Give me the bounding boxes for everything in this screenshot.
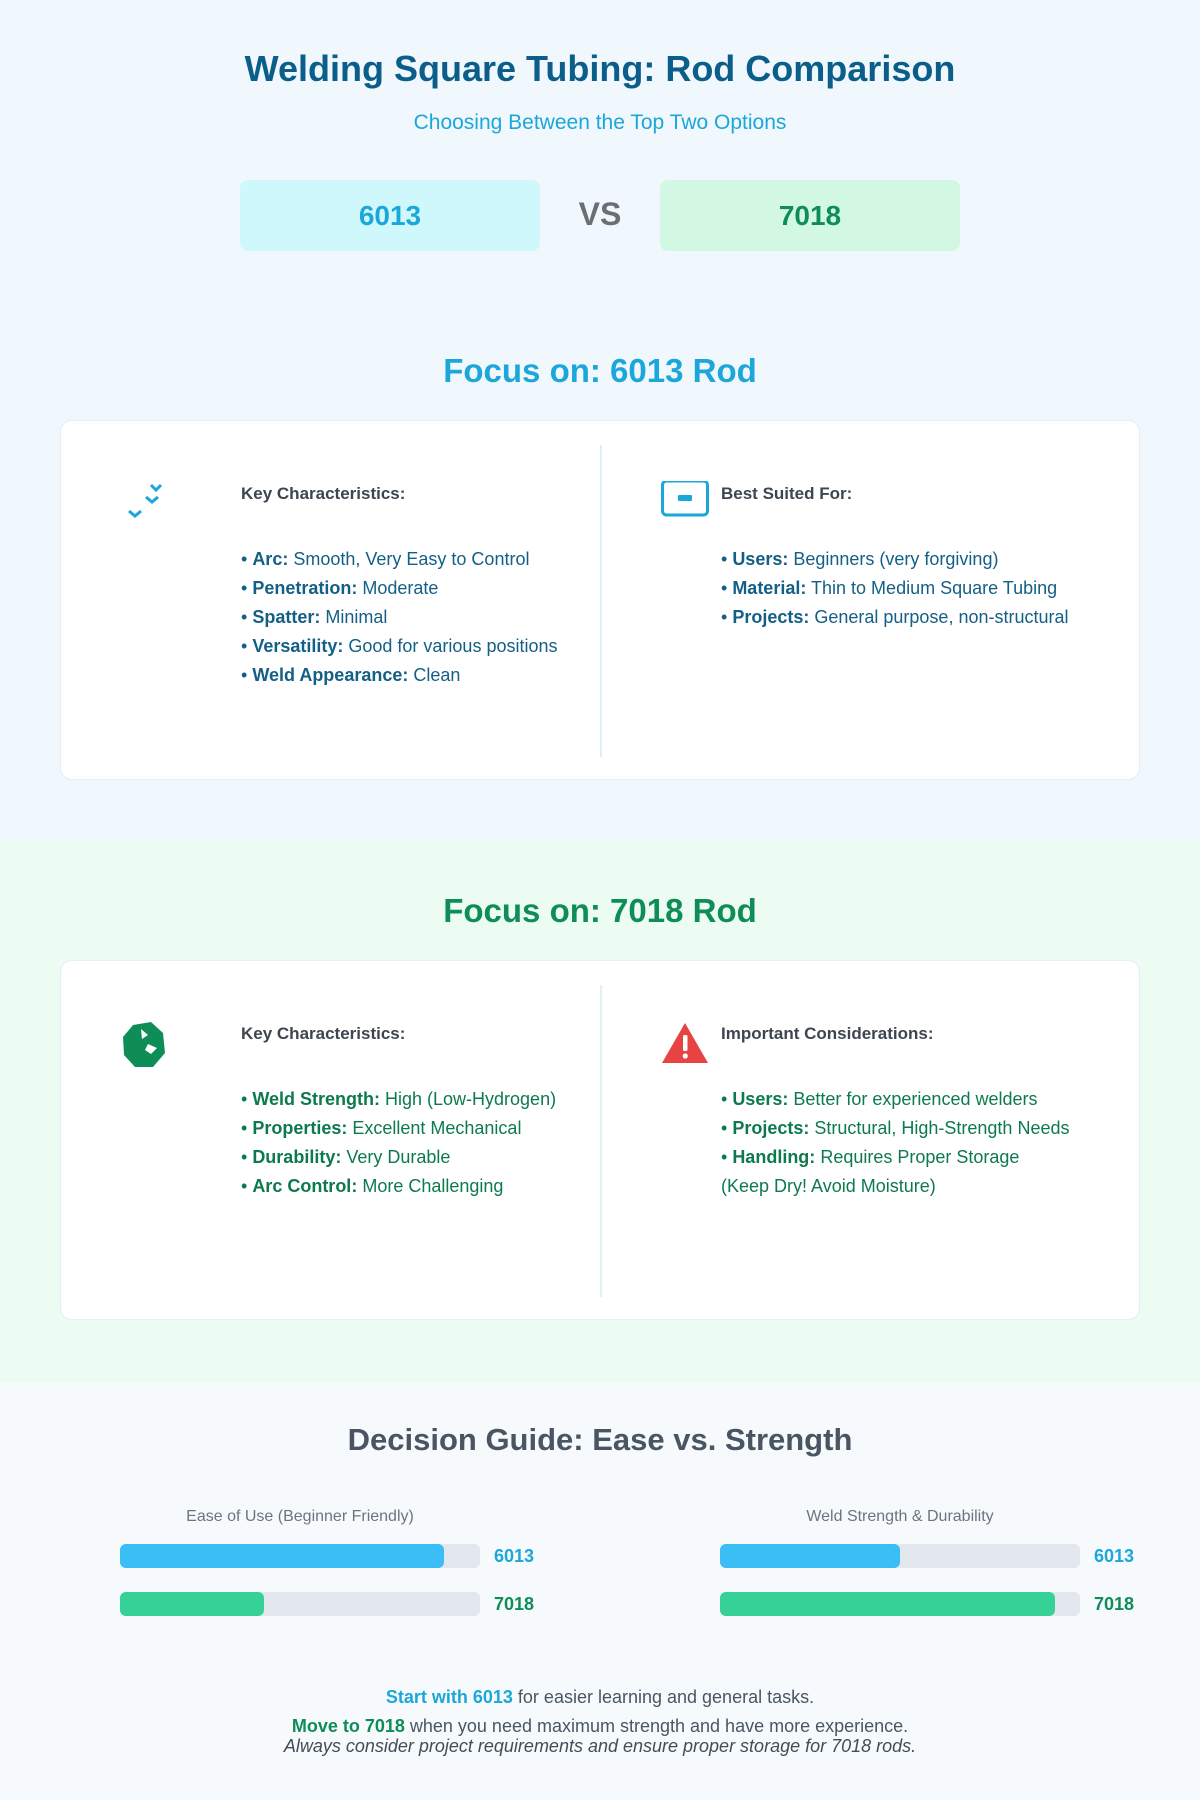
considerations-list xyxy=(721,1085,1121,1201)
strength-bar-7018 xyxy=(720,1592,1190,1616)
list-item: • Weld Strength: High (Low-Hydrogen) xyxy=(241,1085,641,1114)
considerations-heading: Important Considerations: xyxy=(721,1024,934,1043)
rod-6013-badge: 6013 xyxy=(240,180,540,251)
list-item: • Durability: Very Durable xyxy=(241,1143,641,1172)
ease-of-use-chart xyxy=(120,1508,590,1616)
footer-line-2: Move to 7018 when you need maximum strength and have more experience. xyxy=(291,1716,909,1736)
strength-chart xyxy=(720,1508,1190,1616)
list-item: • Users: Beginners (very forgiving) xyxy=(721,545,1121,574)
bar-fill xyxy=(720,1592,1055,1616)
characteristics-heading: Key Characteristics: xyxy=(241,1024,406,1043)
bar-label-6013: 6013 xyxy=(494,1546,535,1566)
list-item: • Properties: Excellent Mechanical xyxy=(241,1114,641,1143)
minus-box-icon xyxy=(661,481,709,529)
section-6013-card xyxy=(60,420,1140,780)
list-item: • Projects: Structural, High-Strength Needs xyxy=(721,1114,1121,1143)
best-suited-list xyxy=(721,545,1121,632)
list-item: • Penetration: Moderate xyxy=(241,574,641,603)
vs-label: VS xyxy=(578,196,622,232)
rod-7018-badge: 7018 xyxy=(660,180,960,251)
characteristics-list xyxy=(241,545,641,690)
bar-fill xyxy=(720,1544,900,1568)
list-item: • Arc Control: More Challenging xyxy=(241,1172,641,1201)
list-item: • Handling: Requires Proper Storage xyxy=(721,1143,1121,1172)
rock-icon xyxy=(121,1021,169,1069)
list-item: • Versatility: Good for various positions xyxy=(241,632,641,661)
list-item: • Arc: Smooth, Very Easy to Control xyxy=(241,545,641,574)
list-item: • Users: Better for experienced welders xyxy=(721,1085,1121,1114)
decision-guide-title: Decision Guide: Ease vs. Strength xyxy=(347,1422,853,1457)
footer-line-1: Start with 6013 for easier learning and general tasks. xyxy=(385,1687,815,1707)
ease-bar-7018 xyxy=(120,1592,590,1616)
section-6013-title: Focus on: 6013 Rod xyxy=(443,352,757,389)
characteristics-list xyxy=(241,1085,641,1201)
bar-label-7018: 7018 xyxy=(1094,1594,1135,1614)
bar-fill xyxy=(120,1592,264,1616)
best-suited-heading: Best Suited For: xyxy=(721,484,853,503)
chevrons-down-icon xyxy=(121,481,169,529)
bar-fill xyxy=(120,1544,444,1568)
ease-bar-6013 xyxy=(120,1544,590,1568)
ease-of-use-label: Ease of Use (Beginner Friendly) xyxy=(186,1508,414,1525)
footer-line-3: Always consider project requirements and ensure proper storage for 7018 rods. xyxy=(283,1736,917,1756)
warning-icon xyxy=(661,1021,709,1069)
strength-bar-6013 xyxy=(720,1544,1190,1568)
page-title: Welding Square Tubing: Rod Comparison xyxy=(244,48,956,89)
section-7018-card xyxy=(60,960,1140,1320)
section-7018-title: Focus on: 7018 Rod xyxy=(443,892,757,929)
bar-label-7018: 7018 xyxy=(494,1594,535,1614)
list-item: • Spatter: Minimal xyxy=(241,603,641,632)
list-item: • Projects: General purpose, non-structural xyxy=(721,603,1121,632)
strength-label: Weld Strength & Durability xyxy=(806,1508,994,1525)
list-item: • Weld Appearance: Clean xyxy=(241,661,641,690)
list-item: • Material: Thin to Medium Square Tubing xyxy=(721,574,1121,603)
characteristics-heading: Key Characteristics: xyxy=(241,484,406,503)
page-subtitle: Choosing Between the Top Two Options xyxy=(413,111,787,134)
bar-label-6013: 6013 xyxy=(1094,1546,1135,1566)
storage-note: (Keep Dry! Avoid Moisture) xyxy=(721,1176,936,1196)
